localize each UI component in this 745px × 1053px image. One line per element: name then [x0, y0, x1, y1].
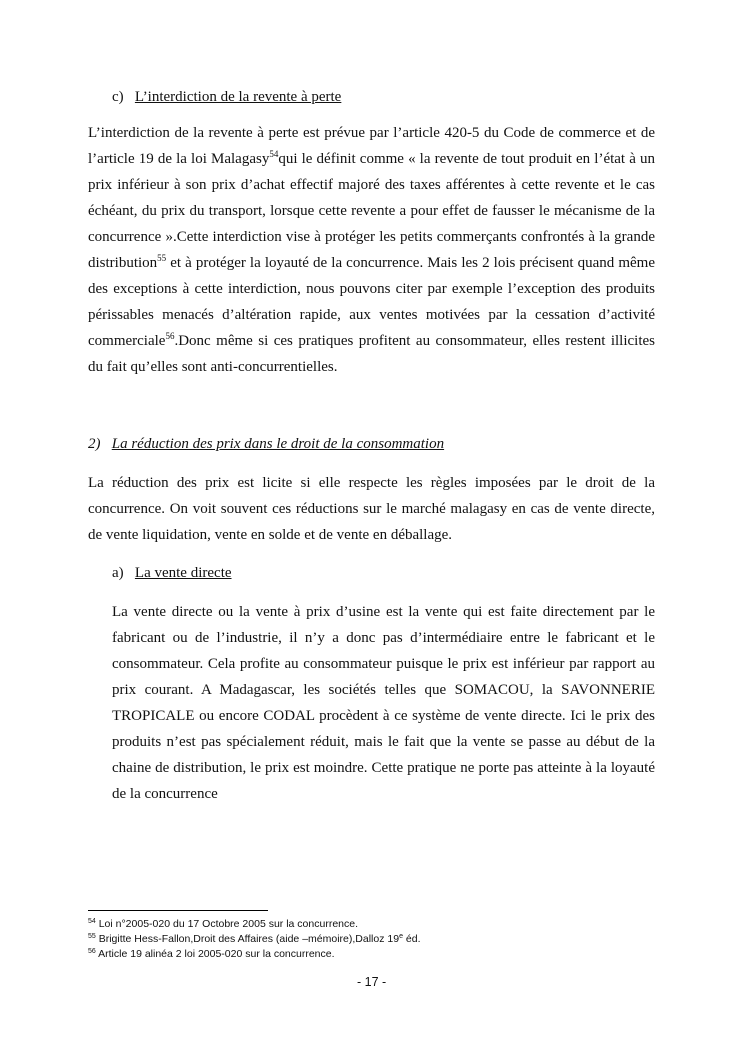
footnote-number: 54 [88, 918, 96, 925]
text-line: La vente directe ou la vente à prix d’usine est la vente qui est faite directement par le [112, 604, 655, 620]
footnote-ref: 56 [165, 331, 175, 341]
text: et à protéger la loyauté de la concurrence. Mais les 2 lois précisent quand même [166, 255, 655, 271]
page-number: - 17 - [357, 975, 387, 989]
text-line: échéant, du prix du transport, lorsque cette revente a pour effet de fausser le mécanisme de la [88, 203, 655, 219]
text: .Donc même si ces pratiques profitent au consommateur, elles restent illicites [174, 333, 655, 349]
footnote [88, 933, 420, 946]
section-title: La réduction des prix dans le droit de la consommation [111, 436, 445, 452]
footnote-text: Brigitte Hess-Fallon,Droit des Affaires (aide –mémoire),Dalloz 19 [95, 933, 400, 945]
text: distribution [88, 255, 158, 271]
text-line: produits n’est pas spécialement réduit, mais le fait que la vente se passe au début de la [112, 734, 655, 750]
text-line: chaine de distribution, le prix est moindre. Cette pratique ne porte pas atteinte à la loyauté [112, 760, 655, 776]
text-line: consommateur. Cela profite au consommateur puisque le prix est inférieur par rapport au [112, 656, 655, 672]
section-marker: 2) [88, 436, 101, 452]
section-marker: c) [112, 89, 124, 105]
text-line [88, 150, 655, 168]
footnote-number: 56 [88, 948, 96, 955]
footnote-ref: 55 [157, 253, 167, 263]
footnote-number: 55 [88, 933, 96, 940]
text-line: fabricant ou de l’industrie, il n’y a donc pas d’intermédiaire entre le fabricant et le [112, 630, 655, 646]
footnote-text: Loi n°2005-020 du 17 Octobre 2005 sur la concurrence. [95, 918, 358, 930]
text: l’article 19 de la loi Malagasy [88, 151, 270, 167]
footnote-text: Article 19 alinéa 2 loi 2005-020 sur la concurrence. [95, 948, 335, 960]
text: qui le définit comme « la revente de tout produit en l’état à un [278, 151, 655, 167]
text-line: prix courant. A Madagascar, les sociétés telles que SOMACOU, la SAVONNERIE [112, 682, 655, 698]
text-line: de vente liquidation, vente en solde et de vente en déballage. [88, 527, 453, 543]
text-line [88, 332, 655, 350]
footnote [88, 918, 358, 931]
section-title: L’interdiction de la revente à perte [134, 89, 342, 105]
section-c-heading [112, 88, 341, 106]
section-title: La vente directe [134, 565, 232, 581]
text-line: de la concurrence [112, 786, 218, 802]
text-line: TROPICALE ou encore CODAL procèdent à ce système de vente directe. Ici le prix des [112, 708, 655, 724]
section-a-heading [112, 564, 232, 582]
text-line: prix inférieur à son prix d’achat effectif majoré des taxes afférentes à cette revente et le cas [88, 177, 655, 193]
text-line: concurrence. On voit souvent ces réductions sur le marché malagasy en cas de vente directe, [88, 501, 655, 517]
footnote-text: éd. [402, 933, 421, 945]
text-line: concurrence ».Cette interdiction vise à protéger les petits commerçants confrontés à la grande [88, 229, 655, 245]
footnote-separator [88, 910, 268, 911]
section-2-heading [88, 435, 444, 453]
text-line: L’interdiction de la revente à perte est prévue par l’article 420-5 du Code de commerce et de [88, 125, 655, 141]
text-line: du fait qu’elles sont anti-concurrentielles. [88, 359, 338, 375]
text-line: La réduction des prix est licite si elle respecte les règles imposées par le droit de la [88, 475, 655, 491]
text-line [88, 254, 655, 272]
text-line: périssables menacés d’altération rapide, aux ventes motivées par la cessation d’activité [88, 307, 655, 323]
footnote-ref: 54 [269, 149, 279, 159]
superscript: e [399, 933, 403, 940]
section-marker: a) [112, 565, 124, 581]
text-line: des exceptions à cette interdiction, nous pouvons citer par exemple l’exception des produits [88, 281, 655, 297]
text: commerciale [88, 333, 166, 349]
footnote [88, 948, 335, 961]
